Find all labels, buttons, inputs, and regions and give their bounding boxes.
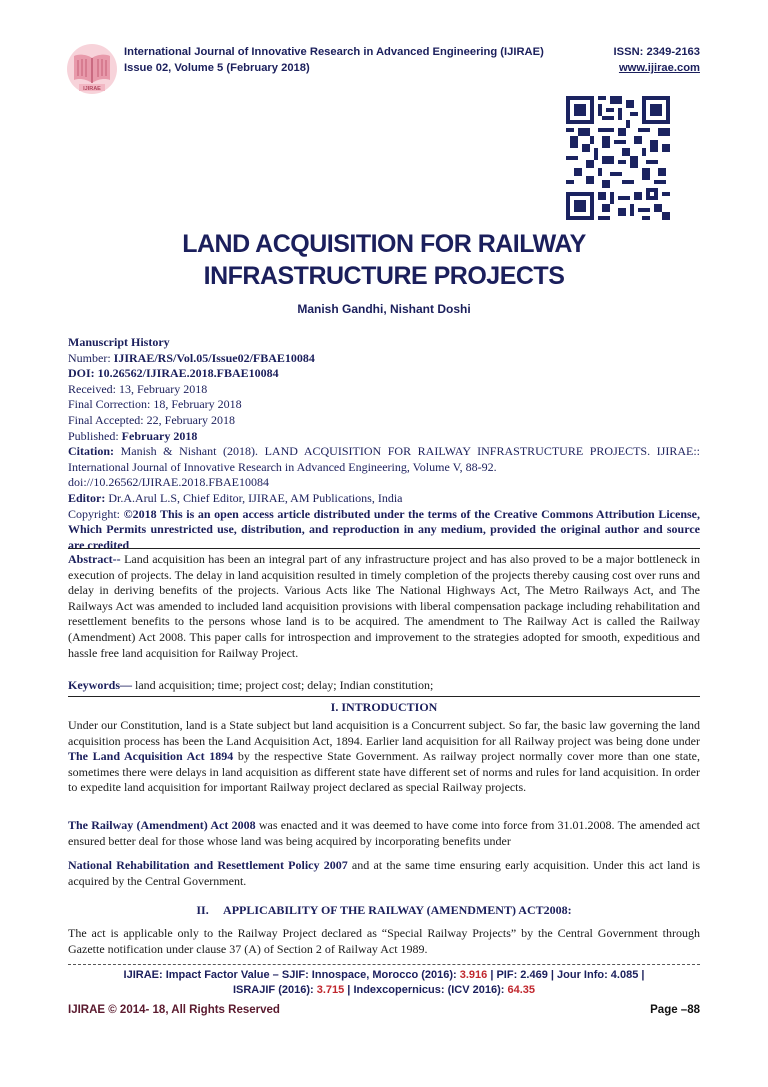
keywords [68,678,700,694]
website-link[interactable]: www.ijirae.com [618,62,700,74]
issue-info: Issue 02, Volume 5 (February 2018) [124,62,310,74]
final-correction-date: Final Correction: 18, February 2018 [68,397,242,412]
impact-factor-info: IJIRAE: Impact Factor Value – SJIF: Innospace, Morocco (2016): 3.916 | PIF: 2.469 | Jour Info: 4.085 | ISRAJIF (2016): 3.715 | Indexcopernicus: (ICV 2016): 64.35 [123,969,645,996]
final-accepted-date: Final Accepted: 22, February 2018 [68,412,235,427]
journal-name: International Journal of Innovative Research in Advanced Engineering (IJIRAE) [124,46,544,58]
israjif-value: 3.715 [316,984,345,996]
manuscript-history [68,335,700,553]
journal-logo-icon [66,42,118,96]
published-date: Published: February 2018 [68,428,198,443]
section-heading-applicability: II. APPLICABILITY OF THE RAILWAY (AMENDMENT) ACT2008: [196,903,572,917]
divider-bottom [68,696,700,697]
editor: Editor: Dr.A.Arul L.S, Chief Editor, IJIRAE, AM Publications, India [68,490,403,505]
section-heading-introduction: I. INTRODUCTION [330,700,438,714]
intro-paragraph-2: The Railway (Amendment) Act 2008 was enacted and it was deemed to have come into force from 31.01.2008. The amended act ensured better deal for those whose land was being acquired by incorporating benefits under [68,818,701,848]
divider-top [68,548,700,549]
keywords-label: Keywords— [68,678,132,692]
page-footer [68,1004,700,1016]
footer-divider [68,964,700,965]
article-title [70,228,698,292]
citation: Citation: Manish & Nishant (2018). LAND ACQUISITION FOR RAILWAY INFRASTRUCTURE PROJECTS. IJIRAE:: International Journal of Innovative Research in Advanced Engineering, Volume V, 88-92. [68,444,700,474]
svg-text:IJIRAE: IJIRAE [83,86,101,92]
page-number: Page –88 [650,1004,700,1016]
abstract-label: Abstract-- [68,552,121,566]
manuscript-heading: Manuscript History [68,335,170,349]
keywords-text: land acquisition; time; project cost; delay; Indian constitution; [132,678,434,692]
doi: DOI: 10.26562/IJIRAE.2018.FBAE10084 [68,366,279,381]
abstract-text: Land acquisition has been an integral part of any infrastructure project and has also proved to be a major bottleneck in execution of projects. The delay in land acquisition resulted in timely completion of the projects thereby causing cost over runs and delay in deriving benefits of the projects. Various Acts like The National Highways Act, The Metro Railways Act, and The Railways Act was amended to included land acquisition provisions with liberal compensation package including rehabilitation and resettlement benefits to the persons whose land is to be acquired. The amendment to The Railway Act is called the Railway (Amendment) Act 2008. This paper calls for introspection and improvement to the strategies adopted for smooth, expeditious and hassle free land acquisition for Railway Project. [68,552,700,660]
authors: Manish Gandhi, Nishant Doshi [297,302,471,316]
received-date: Received: 13, February 2018 [68,381,208,396]
journal-header [124,44,700,76]
applicability-paragraph-1: The act is applicable only to the Railway Project declared as “Special Railway Projects” by the Central Government through Gazette notification under clause 37 (A) of Section 2 of Railway Act 1989. [68,926,700,956]
abstract [68,552,700,661]
copyright-notice: Copyright: ©2018 This is an open access article distributed under the terms of the Creative Commons Attribution License, Which Permits unrestricted use, distribution, and reproduction in any medium, provided the original author and source are credited [68,506,700,552]
issn: ISSN: 2349-2163 [613,46,700,58]
citation-doi: doi://10.26562/IJIRAE.2018.FBAE10084 [68,475,270,490]
manuscript-number: Number: IJIRAE/RS/Vol.05/Issue02/FBAE10084 [68,350,315,365]
footer-copyright: IJIRAE © 2014- 18, All Rights Reserved [68,1004,280,1016]
title-line-1: LAND ACQUISITION FOR RAILWAY [182,230,586,258]
sjif-value: 3.916 [459,969,488,981]
qr-code-icon [566,96,670,220]
icv-value: 64.35 [507,984,536,996]
intro-paragraph-3: National Rehabilitation and Resettlement Policy 2007 and at the same time ensuring early acquisition. Under this act land is acquired by the Central Government. [68,858,700,888]
title-line-2: INFRASTRUCTURE PROJECTS [203,262,565,290]
intro-paragraph-1: Under our Constitution, land is a State subject but land acquisition is a Concurrent subject. So far, the basic law governing the land acquisition process has been the Land Acquisition Act, 1894. Earlier land acquisition for all Railway project was being done under The Land Acquisition Act 1894 by the respective State Government. As railway project normally cover more than one state, sometimes there were delays in land acquisition as different state have different set of norms and rules for land acquisition. In order to expedite land acquisition for important Railway project declared as special Railway projects. [68,718,700,795]
